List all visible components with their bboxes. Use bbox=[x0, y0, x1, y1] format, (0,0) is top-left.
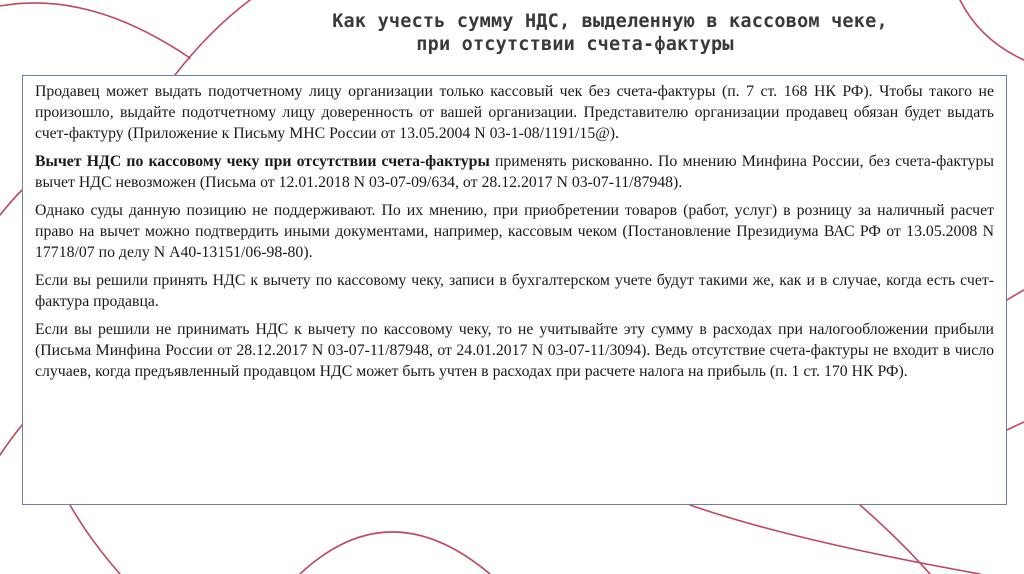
paragraph-1 bbox=[35, 81, 994, 144]
paragraph-1-text: Продавец может выдать подотчетному лицу организации только кассовый чек без счета-фактуры (п. 7 ст. 168 НК РФ). Чтобы такого не произошло, выдайте подотчетному лицу доверенность от вашей организации. Представителю организации продавец обязан будет выдать счет-фактуру (Приложение к Письму МНС России от 13.05.2004 N 03-1-08/1191/15@). bbox=[35, 83, 994, 142]
decor-line-right-1 bbox=[1007, 290, 1024, 300]
paragraph-2-bold-lead: Вычет НДС по кассовому чеку при отсутствии счета-фактуры bbox=[35, 153, 490, 170]
paragraph-2 bbox=[35, 151, 994, 193]
paragraph-3 bbox=[35, 200, 994, 263]
decor-arc-bottom bbox=[300, 532, 490, 574]
paragraph-5-text: Если вы решили не принимать НДС к вычету по кассовому чеку, то не учитывайте эту сумму в расходах при налогообложении прибыли (Письма Минфина России от 28.12.2017 N 03-07-11/87948, от 24.01.2017 N 03-07-11/3094). Ведь отсутствие счета-фактуры не входит в число случаев, когда предъявленный продавцом НДС может быть учтен в расходах при расчете налога на прибыль (п. 1 ст. 170 НК РФ). bbox=[35, 321, 994, 380]
slide-title bbox=[230, 10, 990, 56]
paragraph-4 bbox=[35, 270, 994, 312]
paragraph-5 bbox=[35, 319, 994, 382]
decor-line-top-left bbox=[0, 3, 190, 58]
decor-line-left-2 bbox=[0, 425, 22, 455]
decor-line-bottom-far-right bbox=[860, 505, 930, 574]
decor-line-bottom-left bbox=[70, 505, 120, 574]
paragraph-3-text: Однако суды данную позицию не поддерживают. По их мнению, при приобретении товаров (работ, услуг) в розницу за наличный расчет право на вычет можно подтвердить иными документами, например, кассовым чеком (Постановление Президиума ВАС РФ от 13.05.2008 N 17718/07 по делу N А40-13151/06-98-80). bbox=[35, 202, 994, 261]
decor-line-right-2 bbox=[1007, 422, 1024, 430]
decor-line-bottom-right bbox=[690, 505, 980, 574]
decor-line-left-1 bbox=[0, 190, 22, 215]
paragraph-4-text: Если вы решили принять НДС к вычету по кассовому чеку, записи в бухгалтерском учете будут такими же, как и в случае, когда есть счет-фактура продавца. bbox=[35, 272, 994, 310]
content-box bbox=[22, 75, 1007, 505]
paragraph-2-text: применять рискованно. По мнению Минфина России, без счета-фактуры вычет НДС невозможен (Письма от 12.01.2018 N 03-07-09/634, от 28.12.2017 N 03-07-11/87948). bbox=[35, 153, 994, 191]
title-line-2: при отсутствии счета-фактуры bbox=[416, 34, 734, 55]
title-line-1: Как учесть сумму НДС, выделенную в кассовом чеке, bbox=[332, 11, 888, 32]
